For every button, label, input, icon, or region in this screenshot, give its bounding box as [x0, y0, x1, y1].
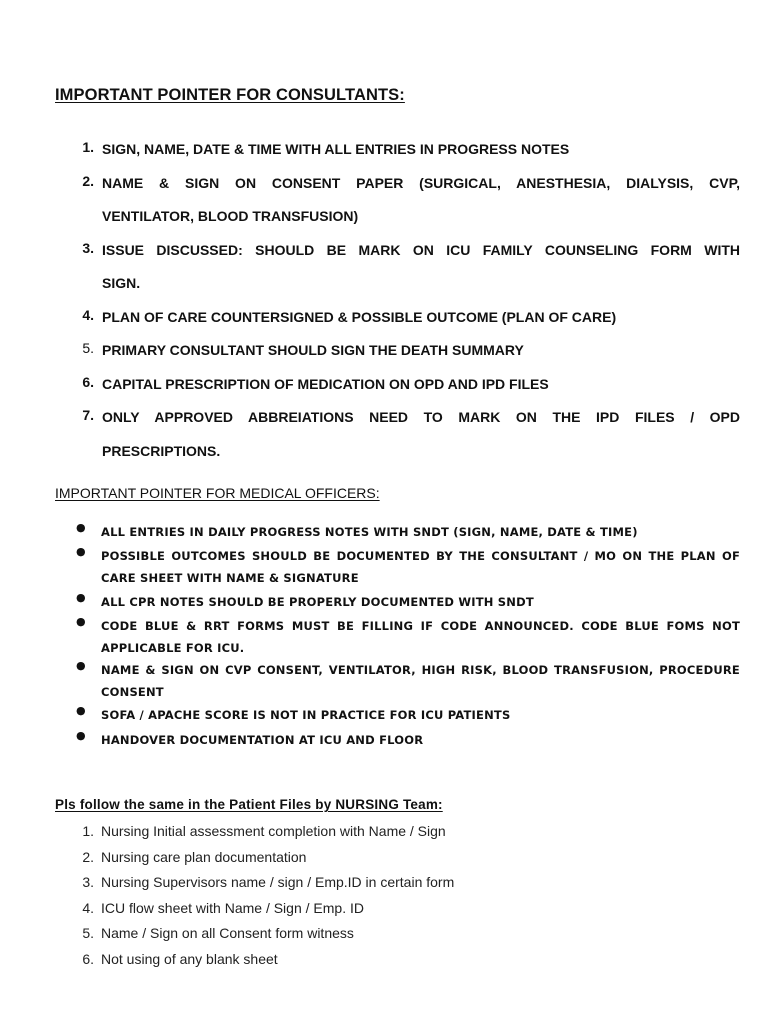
bullet-icon: ●	[76, 729, 86, 742]
bullet-icon: ●	[76, 521, 86, 534]
item-number: 2.	[82, 849, 94, 865]
item-text: SIGN, NAME, DATE & TIME WITH ALL ENTRIES IN PROGRESS NOTES	[102, 141, 570, 157]
item-text: PLAN OF CARE COUNTERSIGNED & POSSIBLE OUTCOME (PLAN OF CARE)	[102, 309, 617, 325]
item-number: 4.	[82, 307, 94, 323]
item-text: ISSUE DISCUSSED: SHOULD BE MARK ON ICU FAMILY COUNSELING FORM WITH	[102, 242, 740, 258]
item-text: CODE BLUE & RRT FORMS MUST BE FILLING IF CODE ANNOUNCED. CODE BLUE FOMS NOT APPLICABLE FOR ICU.	[101, 619, 740, 655]
item-number: 3.	[82, 874, 94, 890]
item-text: Nursing Initial assessment completion with Name / Sign	[101, 823, 446, 839]
item-text: PRESCRIPTIONS.	[102, 443, 221, 459]
item-text: Nursing care plan documentation	[101, 849, 307, 865]
item-number: 7.	[82, 407, 94, 423]
item-text: ALL CPR NOTES SHOULD BE PROPERLY DOCUMENTED WITH SNDT	[101, 595, 534, 609]
item-number: 6.	[82, 951, 94, 967]
item-text: SIGN.	[102, 275, 141, 291]
item-text: HANDOVER DOCUMENTATION AT ICU AND FLOOR	[101, 733, 424, 747]
item-number: 4.	[82, 900, 94, 916]
item-text: Not using of any blank sheet	[101, 951, 278, 967]
heading-nursing: Pls follow the same in the Patient Files by NURSING Team:	[55, 797, 443, 812]
item-text: Name / Sign on all Consent form witness	[101, 925, 354, 941]
bullet-icon: ●	[76, 591, 86, 604]
bullet-icon: ●	[76, 545, 86, 558]
item-number: 5.	[82, 925, 94, 941]
heading-consultants: IMPORTANT POINTER FOR CONSULTANTS:	[55, 86, 405, 104]
item-text: VENTILATOR, BLOOD TRANSFUSION)	[102, 208, 359, 224]
item-number: 3.	[82, 240, 94, 256]
item-number: 5.	[82, 340, 94, 356]
item-text: POSSIBLE OUTCOMES SHOULD BE DOCUMENTED BY THE CONSULTANT / MO ON THE PLAN OF CARE SHEET WITH NAME & SIGNATURE	[101, 549, 740, 585]
item-text: ICU flow sheet with Name / Sign / Emp. ID	[101, 900, 364, 916]
item-text: SOFA / APACHE SCORE IS NOT IN PRACTICE FOR ICU PATIENTS	[101, 708, 511, 722]
heading-medical-officers: IMPORTANT POINTER FOR MEDICAL OFFICERS:	[55, 485, 380, 501]
item-text: NAME & SIGN ON CONSENT PAPER (SURGICAL, ANESTHESIA, DIALYSIS, CVP,	[102, 175, 740, 191]
bullet-icon: ●	[76, 704, 86, 717]
item-text: Nursing Supervisors name / sign / Emp.ID in certain form	[101, 874, 455, 890]
item-number: 1.	[82, 139, 94, 155]
item-text: ONLY APPROVED ABBREIATIONS NEED TO MARK ON THE IPD FILES / OPD	[102, 409, 740, 425]
item-text: NAME & SIGN ON CVP CONSENT, VENTILATOR, HIGH RISK, BLOOD TRANSFUSION, PROCEDURE CONSENT	[101, 663, 740, 699]
item-text: PRIMARY CONSULTANT SHOULD SIGN THE DEATH SUMMARY	[102, 342, 524, 358]
item-number: 1.	[82, 823, 94, 839]
item-number: 6.	[82, 374, 94, 390]
item-number: 2.	[82, 173, 94, 189]
bullet-icon: ●	[76, 659, 86, 672]
item-text: ALL ENTRIES IN DAILY PROGRESS NOTES WITH SNDT (SIGN, NAME, DATE & TIME)	[101, 525, 638, 539]
bullet-icon: ●	[76, 615, 86, 628]
item-text: CAPITAL PRESCRIPTION OF MEDICATION ON OPD AND IPD FILES	[102, 376, 549, 392]
